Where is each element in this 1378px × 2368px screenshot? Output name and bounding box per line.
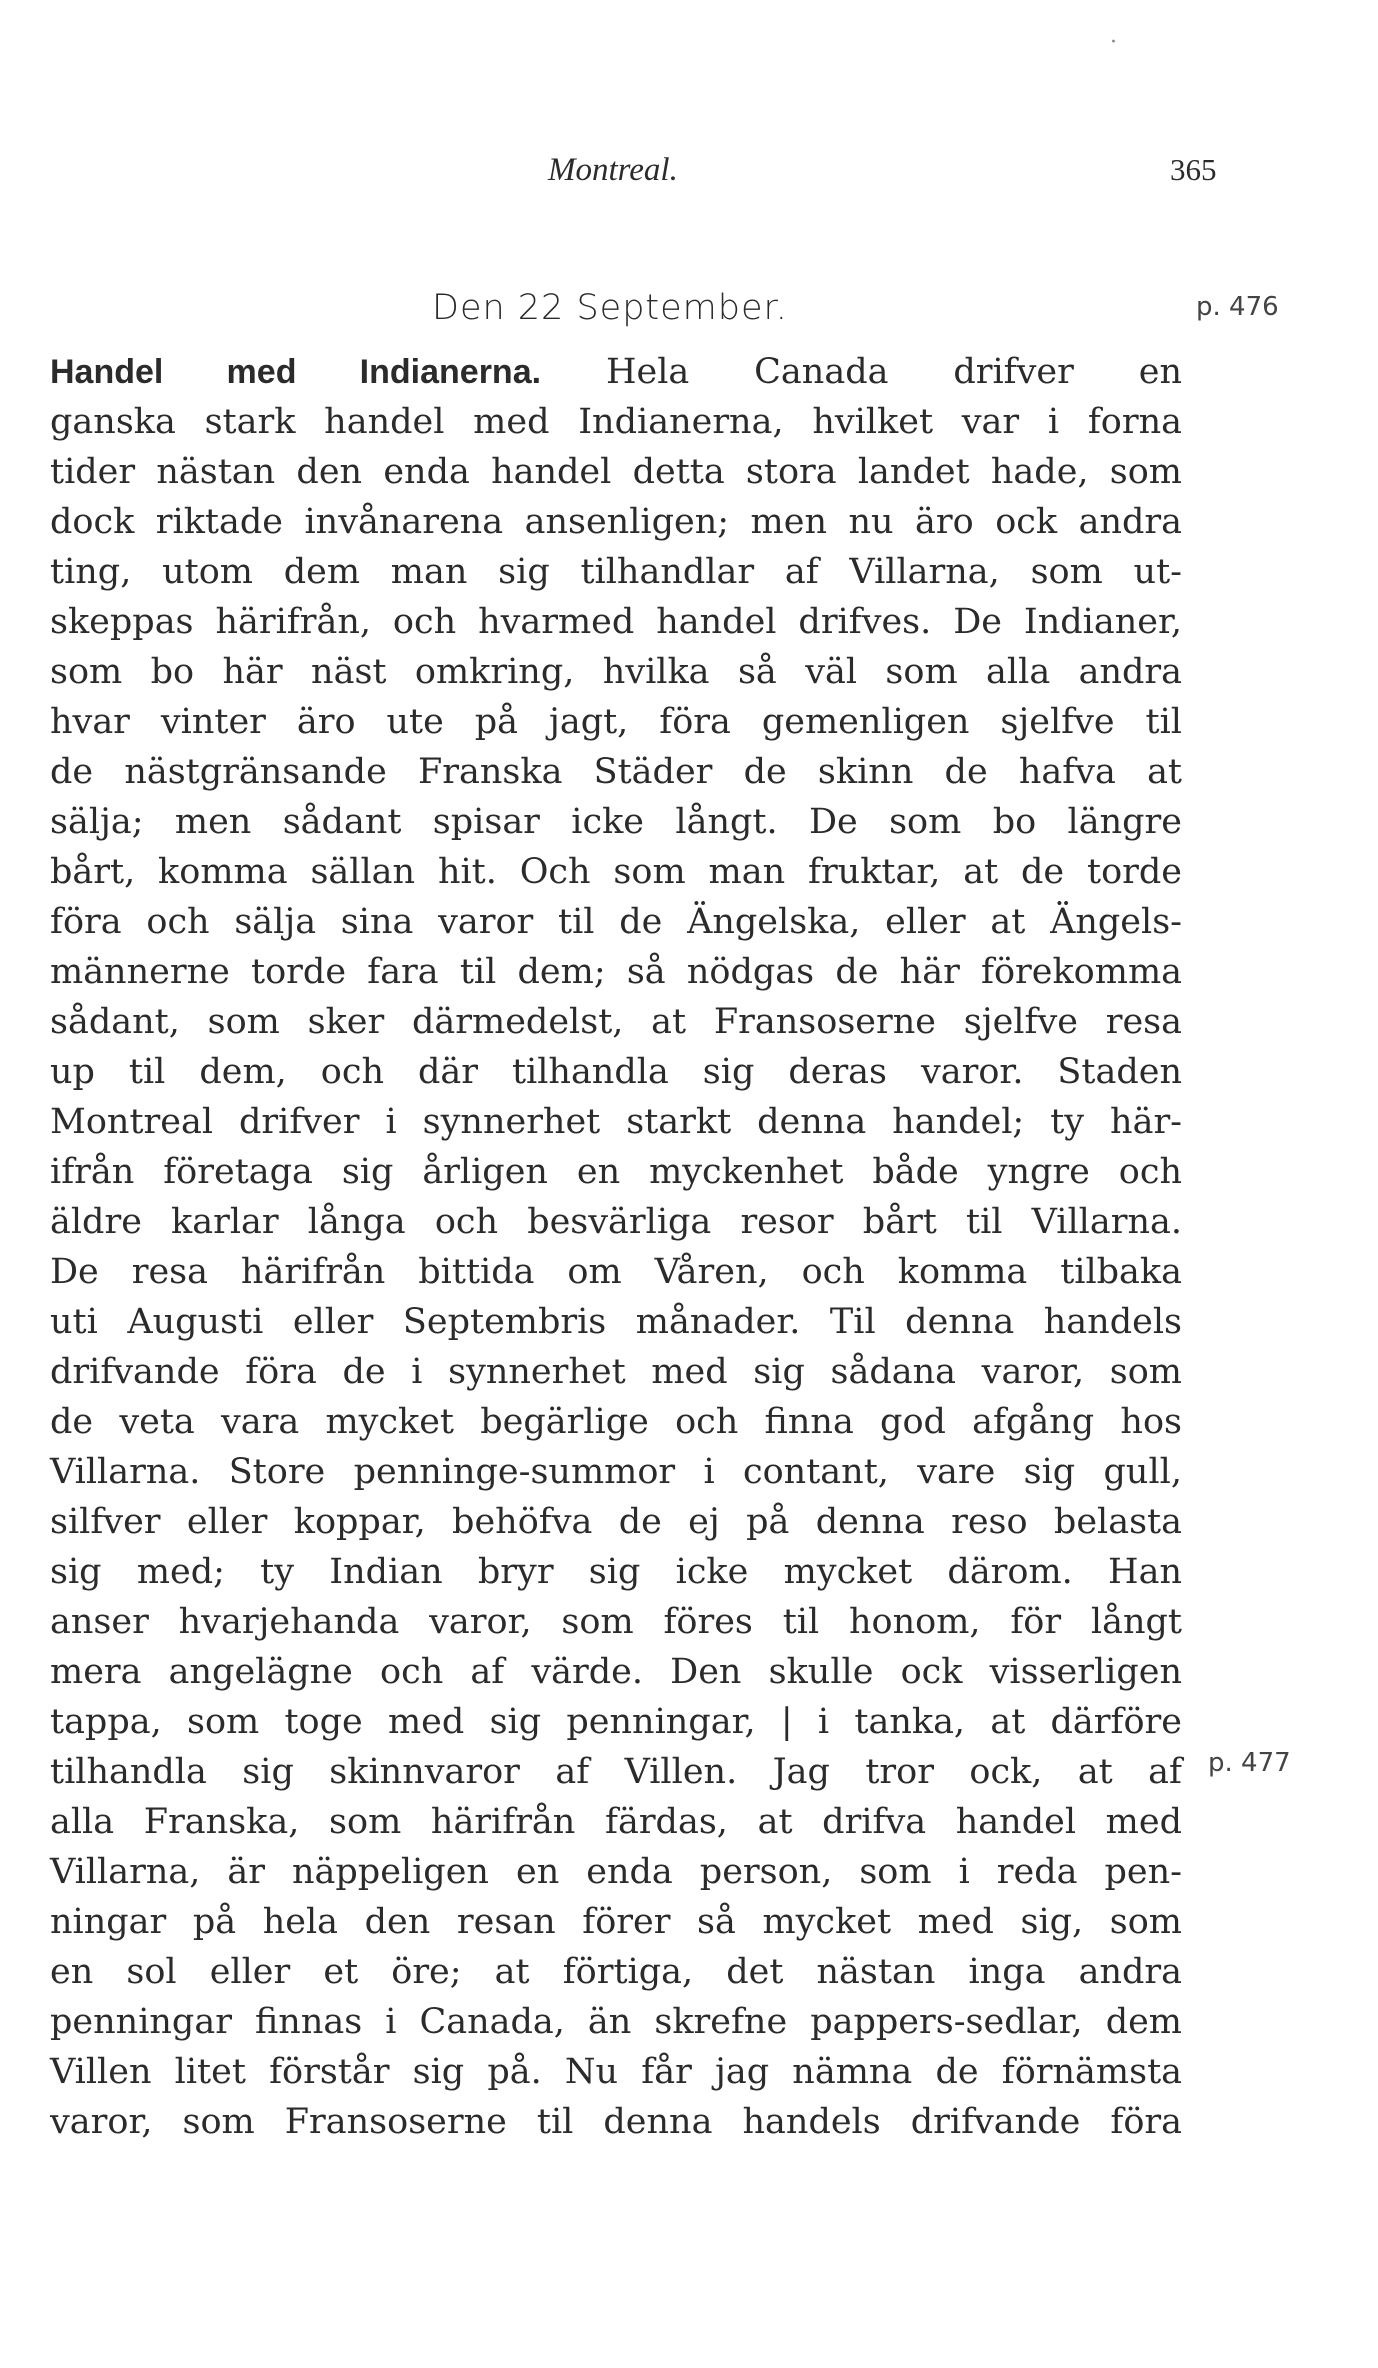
body-line: penningar finnas i Canada, än skrefne pappers-sedlar, dem (50, 2002, 1182, 2042)
date-line: Den 22 September. (432, 288, 788, 328)
body-line: De resa härifrån bittida om Våren, och komma tilbaka (50, 1252, 1182, 1292)
section-heading: Handel med Indianerna. (50, 353, 542, 391)
running-header-title: Montreal. (548, 152, 678, 188)
body-text (50, 347, 1182, 2147)
body-line: de nästgränsande Franska Städer de skinn de hafva at (50, 752, 1182, 792)
body-line: en sol eller et öre; at förtiga, det nästan inga andra (50, 1952, 1182, 1992)
margin-dot: · (1110, 30, 1117, 55)
body-lines (50, 397, 1182, 2147)
body-line: dock riktade invånarena ansenligen; men nu äro ock andra (50, 502, 1182, 542)
body-line: tider nästan den enda handel detta stora landet hade, som (50, 452, 1182, 492)
first-line-text: Hela Canada drifver en (605, 352, 1182, 392)
body-line: de veta vara mycket begärlige och finna god afgång hos (50, 1402, 1182, 1442)
body-line: sådant, som sker därmedelst, at Fransoserne sjelfve resa (50, 1002, 1182, 1042)
body-line-first (50, 347, 1182, 397)
body-line: tappa, som toge med sig penningar, | i tanka, at därföre (50, 1702, 1182, 1742)
body-line: sig med; ty Indian bryr sig icke mycket därom. Han (50, 1552, 1182, 1592)
body-line: mera angelägne och af värde. Den skulle ock visserligen (50, 1652, 1182, 1692)
body-line: varor, som Fransoserne til denna handels drifvande föra (50, 2102, 1182, 2142)
body-line: hvar vinter äro ute på jagt, föra gemenligen sjelfve til (50, 702, 1182, 742)
body-line: uti Augusti eller Septembris månader. Til denna handels (50, 1302, 1182, 1342)
body-line: ganska stark handel med Indianerna, hvilket var i forna (50, 402, 1182, 442)
body-line: anser hvarjehanda varor, som föres til honom, för långt (50, 1602, 1182, 1642)
body-line: ting, utom dem man sig tilhandlar af Villarna, som ut- (50, 552, 1182, 592)
body-line: drifvande föra de i synnerhet med sig sådana varor, som (50, 1352, 1182, 1392)
body-line: alla Franska, som härifrån färdas, at drifva handel med (50, 1802, 1182, 1842)
margin-page-ref-476: p. 476 (1196, 292, 1279, 322)
body-line: Villen litet förstår sig på. Nu får jag nämna de förnämsta (50, 2052, 1182, 2092)
body-line: bårt, komma sällan hit. Och som man fruktar, at de torde (50, 852, 1182, 892)
body-line: ningar på hela den resan förer så mycket med sig, som (50, 1902, 1182, 1942)
page-number: 365 (1170, 152, 1217, 187)
body-line: skeppas härifrån, och hvarmed handel drifves. De Indianer, (50, 602, 1182, 642)
body-line: silfver eller koppar, behöfva de ej på denna reso belasta (50, 1502, 1182, 1542)
body-line: föra och sälja sina varor til de Ängelska, eller at Ängels- (50, 902, 1182, 942)
body-line: Villarna. Store penninge-summor i contant, vare sig gull, (50, 1452, 1182, 1492)
body-line: tilhandla sig skinnvaror af Villen. Jag tror ock, at af (50, 1752, 1182, 1792)
body-line: Montreal drifver i synnerhet starkt denna handel; ty här- (50, 1102, 1182, 1142)
body-line: Villarna, är näppeligen en enda person, som i reda pen- (50, 1852, 1182, 1892)
body-line: som bo här näst omkring, hvilka så väl som alla andra (50, 652, 1182, 692)
body-line: sälja; men sådant spisar icke långt. De som bo längre (50, 802, 1182, 842)
body-line: männerne torde fara til dem; så nödgas de här förekomma (50, 952, 1182, 992)
body-line: äldre karlar långa och besvärliga resor bårt til Villarna. (50, 1202, 1182, 1242)
body-line: ifrån företaga sig årligen en myckenhet både yngre och (50, 1152, 1182, 1192)
body-line: up til dem, och där tilhandla sig deras varor. Staden (50, 1052, 1182, 1092)
margin-page-ref-477: p. 477 (1208, 1748, 1291, 1778)
